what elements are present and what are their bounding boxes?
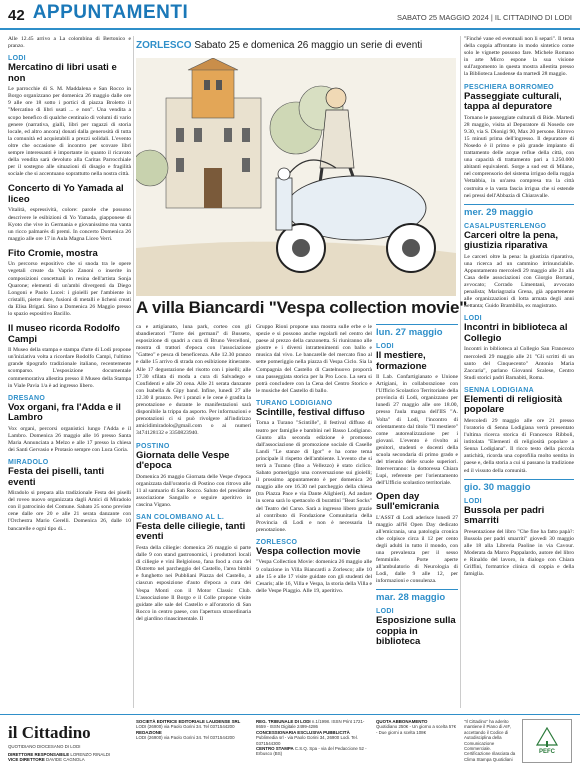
article-title: Mercatino di libri usati e non — [8, 62, 117, 84]
page-header — [0, 0, 580, 30]
article-body: Miradolo si prepara alla tradizionale Festa dei piselli del roveo nuovo organizzata dagli Amici di Miradolo con il patrocinio del Comune. Sabato 25 sono previste cene dalle ore 20 e alle 21 serata danzante con l'Orchestra Mario Gerelli. Domenica 26, dalle 10 bancarelle e ogni tipo di... — [8, 490, 131, 532]
publisher-address: LODI (26900) via Paolo Gorini 34. Tel 0371544200 — [136, 724, 235, 730]
print-text: C.S.Q. Spa - via del Pedaccione 52 - Erbusco (BS) — [256, 746, 367, 757]
adv-label: CONCESSIONARIA ESCLUSIVA PUBBLICITÀ — [256, 729, 350, 735]
director-info — [8, 752, 123, 763]
reg-text: n.1/1998. ISSN Print 1721-8659 - ISSN Digitale 2499-4286 — [256, 719, 365, 730]
article-title: Elementi di religiosità popolare — [464, 393, 563, 416]
article-body: Mercoledì 29 maggio alle ore 21 presso l'oratorio di Senna Lodigiana verrà presentato l'ultima ricerca storica di Francesco Ribboli, intitolata "Elementi di religiosità popolare a Senna Lodigiana". Il ricco testo della piccola antichità, ricorda una coprofilia molto sentita in paese e, della storia a cui si passano la tradizione ed il vissuto della comunità. — [464, 417, 574, 474]
article-place: MIRADOLO — [8, 459, 49, 467]
subs-text: Quotidiano 250€ - Un giorno a scelta 57€ - Due giorni a scelta 108€ — [376, 724, 457, 735]
pefc-badge — [522, 719, 572, 763]
article-body: Tornano le passeggiate culturali di Bide. Martedì 28 maggio, visita al Depuratore di Nosedo ore 9.30, via S. Dionigi 90, Max 20 persone. Ritrovo 15 minuti prima dell'ingresso. Il depuratore di Nosedo è il primo e più grande impianto di trattamento delle acque reflue della città, con una capacità di trattamento pari a 1.250.000 abitanti equivalenti. Sorge a sud est di Milano, nel comprensorio del sistema irriguo della roggia Vettabbia, in un'area compresa tra la città costruita e la vasta fascia irrigua che si estende nei pressi dell'Abbazia di Chiaravalle. — [464, 114, 574, 199]
iap-note — [464, 719, 518, 762]
vice-name: DAVIDE CAGNOLA — [46, 757, 85, 763]
publisher-name: EDITORIALE LAUDENSE SRL — [178, 719, 241, 724]
date-heading: mer. 29 maggio — [464, 204, 574, 218]
article-place: LODI — [8, 55, 26, 63]
article-body: "Finché vane ed eventuali non li separi". Il tema della coppia affrontato in modo sintetico come solo le vignette possono fare. Michele Romano in arte Micro espone la sua visione sull'argomento in questa mostra allestita presso la Biblioteca Laudense da martedì 28 maggio. — [464, 36, 574, 78]
vice-label: VICE DIRETTORE — [8, 757, 45, 763]
article-body: Le parrocchie di S. M. Maddalena e San Rocco in Borgo organizzano per domenica 26 maggio dalle ore 9 alle ore 18 sotto i portici di piazza Broletto il "Mercatino di libri usati ... e non". Una vendita a scopo benefico di qualche centinaio di volumi di vario genere (narrativa, gialli, libri per ragazzi di storia locale, ed altro ancora) donati dalla generosità di tutta la comunità ed acquistabili a prezzi solidali. L'evento oltre che occasione di incontro per scovare libri sempre interessanti è importante in quanto il ricavato della vendita sarà devoluto alla Caritas Parrocchiale per il sostegno alle situazioni di disagio e fragilità sociale che si accentuano soprattutto nella nostra città. — [8, 86, 131, 178]
article-place: CASALPUSTERLENGO — [464, 222, 547, 230]
article-place: POSTINO — [136, 442, 170, 450]
section-title: APPUNTAMENTI — [32, 2, 189, 23]
article-place: TURANO LODIGIANO — [256, 399, 333, 407]
article-title: Passeggiate culturali, tappa al depuratore — [464, 90, 562, 113]
newspaper-logo: il Cittadino — [8, 723, 91, 742]
article-body: Incontri in biblioteca al Collegio San Francesco mercoledì 29 maggio alle 21 "Gli scritti di un santo del Cinquecento" Antonio Maria Zaccaria", parlano Giovanni Scalese, Centro Studi storici padri Barnabiti, Roma. — [464, 346, 574, 381]
article-body: Torna a Turano "Scintille", il festival diffuso di teatro per famiglie e bambini nel Basso Lodigiano. Giunto alla seconda edizione è promosso dall'associazione di promozione sociale di Caselle Landi "Le stanze di Igor" e ha come tema principale il rispetto dell'ambiente. L'evento che si terrà a Turano (fino a Vellezzo) è stato ciclico. Sabato pomeriggio una conversazione sui gioielli; il prossimo appuntamento è per domenica 26 maggio alle ore 16.30 nel parcheggio della chiesa (tra Piazza Pace e via Dante Alighieri). Ad andare in scena sarà lo spettacolo di burattini "Beat Socks" del Teatro del Carso. Sarà a ingresso libero grazie al contributo di Fondazione Comunitaria della Provincia di Lodi e non è necessaria la prenotazione. — [256, 420, 372, 533]
pefc-label: PEFC — [538, 749, 555, 755]
adv-text: Publimedia srl - via Paolo Gorini 34, 26900 Lodi. Tel. 0371544300 — [256, 735, 358, 746]
article-title: Concerto di Yo Yamada al liceo — [8, 183, 124, 205]
article-body: Le carceri oltre la pena: la giustizia riparativa, una ricerca ad un cammino irrinunciabile. Appuntamento mercoledì 29 maggio alle 21 alla Casa delle associazioni con Giorgio Bortani, avvocato; Corrado Limentani, avvocato penalista; Mariagrazia Grena, già appartenente alle organizzazioni di lotta armata degli anni Settanta; Guido Brambilla, ex magistrato. — [464, 253, 574, 310]
article-body: ca e artigianato, luna park, corteo con gli sbandieratori "Torre dei germani" di Busseto, esposizione di quadri a cura di Bruno Vercelloni, mostra di trattori d'epoca con l'associazione "Gatteo" e pesca di beneficenza. Alle 12.30 pranzo e dalle 15 arrivo di strada con esibizione itinerante. Alle 17 degustazione del risotto con i piselli; alle 17.30 sfilata di moda a cura di Salvadego e Confidenti e alle 20 cena. Alle 21 serata danzante con Isabella & Gipy band. Infine, lunedì 27 alle 12.30 il pranzo. Per i pranzi e le cene è gradita la prenotazione e durante le manifestazioni sarà disponibile la trippa da asporto. Per informazioni e prenotazioni ci si può rivolgere all'indirizzo amicidimiradolo@gmail.com o ai numeri 3474128132 e 3350823940. — [136, 324, 251, 437]
registration-info — [256, 719, 372, 757]
article-body: "Vespa Collection Movie: domenica 26 maggio alle 9 colazione in Villa Biancardi a Zorlesco; alle 10 alle 15 e alle 17 visite guidate con gli studenti del Cesaris; alle 16, Villa e Vespa, la storia della Villa e delle Vespe Piaggio. Alle 19, aperitivo. — [256, 559, 372, 594]
article-title: Vespa collection movie — [256, 545, 361, 557]
date-heading: lun. 27 maggio — [376, 324, 458, 338]
print-label: CENTRO STAMPA — [256, 746, 294, 752]
article-title: Il mestiere, formazione — [376, 350, 427, 372]
column-5 — [464, 36, 574, 714]
director-name: LORENZO RINALDI — [70, 752, 111, 757]
redazione-label: REDAZIONE — [136, 729, 162, 735]
subs-label: QUOTA ABBONAMENTO — [376, 719, 428, 724]
date-heading: gio. 30 maggio — [464, 479, 574, 493]
article-body: Festa della ciliegie: domenica 26 maggio si parte dalle 9 con stand gastronomici, i produttori locali di ciliegie e vini Belgioioso, fana food a cura del Distretto nel parcheggio del Castello, l'area bimbi e funghetto nei Pubbliani Piazza del Castello, a ciascun esposizione d'auto d'epoca a cura dei Vespa Monti con il Motor Classic Club. L'associazione Il Borgo e il Colle propone visite guidate alle sale del Castello e all'oratorio di San Rocco in centro paese, con l'apertura straordinaria del giardino rinascimentale. Il — [136, 544, 251, 622]
article-body: Gruppo Rioni propone una mostra sulle erbe e le spezie e si possono anche regolarli nel centro del paese al prezzo della canzonetta. Si riuniranno alle giostre e i diversi intrattenimenti con ballo e musica dal vivo. Le bancarelle del mercato fino al sette pomeriggio nella piazza di Vespa Ciclo. Sia la Compagnia del Castello di Castelnuovo proporrà una passeggiata storica per la Pro Loco. La sera si potrà concludere con la Cena del Centro Storico e le musiche del Castello di ballo. — [256, 324, 372, 394]
date-heading: mar. 28 maggio — [376, 589, 458, 603]
publisher-info — [136, 719, 251, 741]
tagline: QUOTIDIANO DIOCESANO DI LODI — [8, 744, 81, 749]
article-place: DRESANO — [8, 394, 46, 402]
article-title: Fito Cromie, mostra — [8, 247, 98, 259]
feature-place: ZORLESCO — [136, 40, 192, 51]
article-body: Domenica 26 maggio Giornata delle Vespe d'epoca organizzata dall'oratorio di Postino con ritrovo alle 11 al santuario di San Rocco. Saluto del presidente associazione Sangallo e seguire aperitivo in cascina Vigano. — [136, 473, 251, 508]
feature-subtitle: Sabato 25 e domenica 26 maggio un serie di eventi — [194, 40, 423, 51]
article-title: Open day sull'emicrania — [376, 490, 439, 512]
tree-icon — [535, 727, 559, 749]
column-2 — [136, 324, 251, 710]
article-place: SENNA LODIGIANA — [464, 386, 534, 394]
redazione-address: LODI (26900) via Paolo Gorini 34. Tel 0371544200 — [136, 735, 235, 741]
publisher-label: SOCIETÀ EDITRICE — [136, 719, 178, 724]
article-place: PESCHIERA BORROMEO — [464, 83, 554, 91]
issue-date: SABATO 25 MAGGIO 2024 | IL CITTADINO DI LODI — [396, 13, 572, 22]
article-body: Presentazione del libro "Che fine ha fatto papà?: Bussola per padri smarriti" giovedì 30 maggio alle 18 alla Libreria Paoline in via Cavour. Moderata da Marco Pappalardo, autore del libro e Rinaldo del lavoro, in dialogo con Chiara Griffini, formatrice clinica di coppia e della famiglia. — [464, 528, 574, 578]
feature-illustration — [136, 58, 456, 296]
column-4 — [376, 324, 458, 710]
article-place: LODI — [376, 343, 394, 350]
intro-text: Alle 12.45 arrivo a La colombina di Bertonico e pranzo. — [8, 36, 131, 50]
reg-label: REG. TRIBUNALE DI LODI — [256, 719, 311, 724]
feature-kicker — [136, 40, 456, 58]
iap-text: "Il Cittadino" ha aderito mantiene il Piano di AIF, accettando il Codice di Autodisciplina della Comunicazione Commerciale. — [464, 719, 511, 752]
article-body: Vitalità, espressività, colore: parole che possono descrivere le esibizioni di Yo Yamada, giapponese di Kyoto che vive in Germania e giovanissimo ma vanta un ricco palmarès di premi. In concerto Domenica 26 maggio alle ore 17 in Aula Magna Liceo Verri. — [8, 207, 131, 242]
article-body: Un percorso espositivo che si snoda tra le opere vegetali create da Vaprio Zanoni o inserite in composizioni concettuali in resina dell'artista Sonja Quarone; elementi di un'ambi divergenti da Diego Longoni e Paolo Lucei: i gioielli per l'ambiente in cristalli, pietre dure, fusioni di metalli e licheni creati da Elisa Brigati. Sino a Domenica 26 Maggio presso lo spazio espositivo Bacillo. — [8, 261, 131, 318]
masthead-footer — [0, 714, 580, 766]
article-title: Scintille, festival diffuso — [256, 406, 365, 418]
article-place: LODI — [376, 608, 394, 616]
column-3 — [256, 324, 372, 710]
article-title: Il museo ricorda Rodolfo Campi — [8, 323, 120, 345]
director-label: DIRETTORE RESPONSABILE — [8, 752, 70, 757]
article-title: Esposizione sulla coppia in biblioteca — [376, 615, 456, 648]
article-body: Il Lab. Confartigianato e Unione Artigiani, in collaborazione con l'Ufficio Scolastico Territoriale della provincia di Lodi, organizzano per lunedì 27 maggio alle ore 18.00, presso l'aula magna dell'IIS "A. Volta" di Lodi, l'incontro di orientamento dal titolo "Il mestiere" come autorealizzazione per i giovani. L'evento è rivolto ai genitori, studenti e docenti della scuola secondaria di primo grado e del triennio delle scuole superiori. Interverranno: la dottoressa Chiara Lupi, referente per l'orientamento dell'Ufficio scolastico territoriale. — [376, 374, 458, 487]
article-title: Carceri oltre la pena, giustizia riparativa — [464, 229, 558, 252]
article-body: L'ASST di Lodi aderisce lunedì 27 maggio all'H Open Day dedicato all'emicrania, una patologia cronica che colpisce circa il 12 per cento degli adulti in tutto il mondo, con una prevalenza per il sesso femminile. Porte aperte all'ambulatorio di Neurologia di Lodi, dalle 9 alle 12, per informazioni e consulenza. — [376, 514, 458, 585]
article-body: Il Museo della stampa e stampa d'arte di Lodi propone un'iniziativa volta a ricordare Rodolfo Campi, l'ultimo grande tipografo tradizionale italiano, recentemente scomparso. L'esposizione documentale commemorativa allestita presso il Museo della Stampa in Viale Pavia 1/a è ad ingresso libero. — [8, 347, 131, 389]
article-place: SAN COLOMBANO AL L. — [136, 513, 225, 521]
vespa-villa-drawing — [136, 58, 456, 296]
article-title: Giornata delle Vespe d'epoca — [136, 449, 230, 471]
article-body: Vox organi, percorsi organistici lungo l'Adda e il Lambro. Domenica 26 maggio alle 16 presso Santa Maria Annunciata a Melzo e alle 17 presso la chiesa dei Santi Gervasio e Protasio sempre con Luca Goria. — [8, 425, 131, 453]
page-number: 42 — [8, 7, 25, 24]
article-place: LODI — [464, 497, 482, 505]
column-divider — [460, 36, 461, 708]
article-title: Bussola per padri smarriti — [464, 504, 545, 527]
column-1 — [8, 36, 131, 714]
article-title: Festa dei piselli, tanti eventi — [8, 466, 105, 488]
article-title: Vox organi, fra l'Adda e il Lambro — [8, 401, 121, 424]
column-divider — [133, 36, 134, 708]
feature-title: A villa Biancardi "Vespa collection movie" — [136, 298, 468, 317]
article-place: ZORLESCO — [256, 538, 298, 546]
article-title: Festa delle ciliegie, tanti eventi — [136, 520, 246, 543]
cert-text: Certificazione rilasciata da Clima Stampa Quotidiani — [464, 751, 516, 762]
article-place: LODI — [464, 315, 482, 323]
subscription-info — [376, 719, 458, 735]
article-title: Incontri in biblioteca al Collegio — [464, 322, 568, 344]
